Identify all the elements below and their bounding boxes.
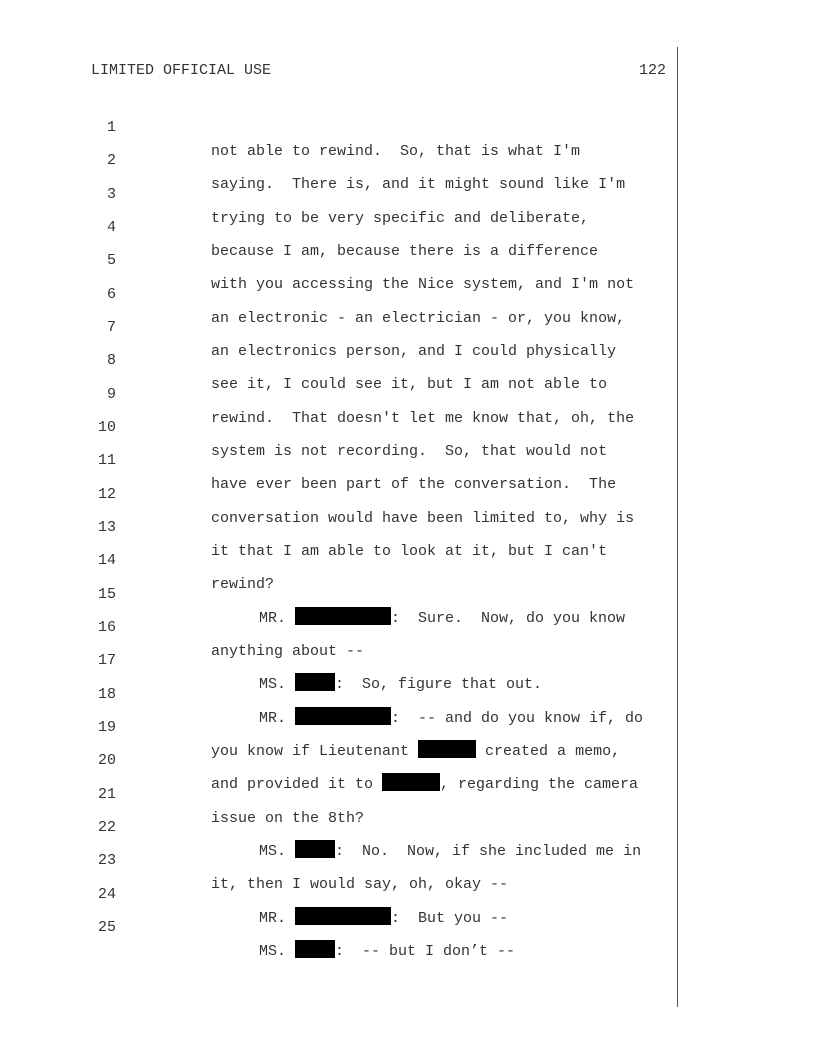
- line-number: 10: [97, 419, 116, 436]
- line-text: MS. : No. Now, if she included me in: [259, 840, 641, 864]
- line-number: 21: [97, 786, 116, 803]
- page-number: 122: [638, 62, 666, 79]
- line-text: with you accessing the Nice system, and I'm not: [211, 276, 635, 293]
- line-number: 17: [97, 652, 116, 669]
- line-text: rewind?: [211, 576, 275, 593]
- line-text: trying to be very specific and deliberate,: [211, 210, 590, 227]
- line-text: anything about --: [211, 643, 365, 660]
- line-text: have ever been part of the conversation. The: [211, 476, 617, 493]
- line-number: 9: [106, 386, 116, 403]
- line-number: 14: [97, 552, 116, 569]
- line-number: 19: [97, 719, 116, 736]
- transcript-line: [0, 92, 676, 160]
- line-number: 13: [97, 519, 116, 536]
- line-text: it, then I would say, oh, okay --: [211, 876, 509, 893]
- line-text: not able to rewind. So, that is what I'm: [211, 143, 581, 160]
- right-margin-rule: [677, 47, 678, 1007]
- line-text: MR. : Sure. Now, do you know: [259, 607, 625, 631]
- line-text: it that I am able to look at it, but I can't: [211, 543, 608, 560]
- line-text: MS. : So, figure that out.: [259, 673, 542, 697]
- line-text: conversation would have been limited to, why is: [211, 510, 635, 527]
- line-text: and provided it to , regarding the camera: [211, 773, 638, 797]
- line-text: saying. There is, and it might sound like I'm: [211, 176, 626, 193]
- line-number: 18: [97, 686, 116, 703]
- line-text: rewind. That doesn't let me know that, oh, the: [211, 410, 635, 427]
- line-number: 15: [97, 586, 116, 603]
- line-text: see it, I could see it, but I am not able to: [211, 376, 608, 393]
- line-number: 20: [97, 752, 116, 769]
- line-text: system is not recording. So, that would not: [211, 443, 608, 460]
- line-text: MS. : -- but I don’t --: [259, 940, 515, 964]
- line-text: an electronic - an electrician - or, you know,: [211, 310, 626, 327]
- line-number: 24: [97, 886, 116, 903]
- line-number: 25: [97, 919, 116, 936]
- line-number: 3: [106, 186, 116, 203]
- header-classification: LIMITED OFFICIAL USE: [91, 62, 272, 79]
- line-number: 12: [97, 486, 116, 503]
- line-text: because I am, because there is a difference: [211, 243, 599, 260]
- line-number: 2: [106, 152, 116, 169]
- line-number: 22: [97, 819, 116, 836]
- line-number: 1: [106, 119, 116, 136]
- line-number: 8: [106, 352, 116, 369]
- line-number: 11: [97, 452, 116, 469]
- line-text: issue on the 8th?: [211, 810, 365, 827]
- line-text: MR. : But you --: [259, 907, 508, 931]
- line-text: MR. : -- and do you know if, do: [259, 707, 643, 731]
- line-text: you know if Lieutenant created a memo,: [211, 740, 620, 764]
- line-number: 16: [97, 619, 116, 636]
- line-number: 23: [97, 852, 116, 869]
- line-text: an electronics person, and I could physically: [211, 343, 617, 360]
- line-number: 7: [106, 319, 116, 336]
- line-number: 5: [106, 252, 116, 269]
- redaction-block: [295, 940, 335, 958]
- line-number: 6: [106, 286, 116, 303]
- line-number: 4: [106, 219, 116, 236]
